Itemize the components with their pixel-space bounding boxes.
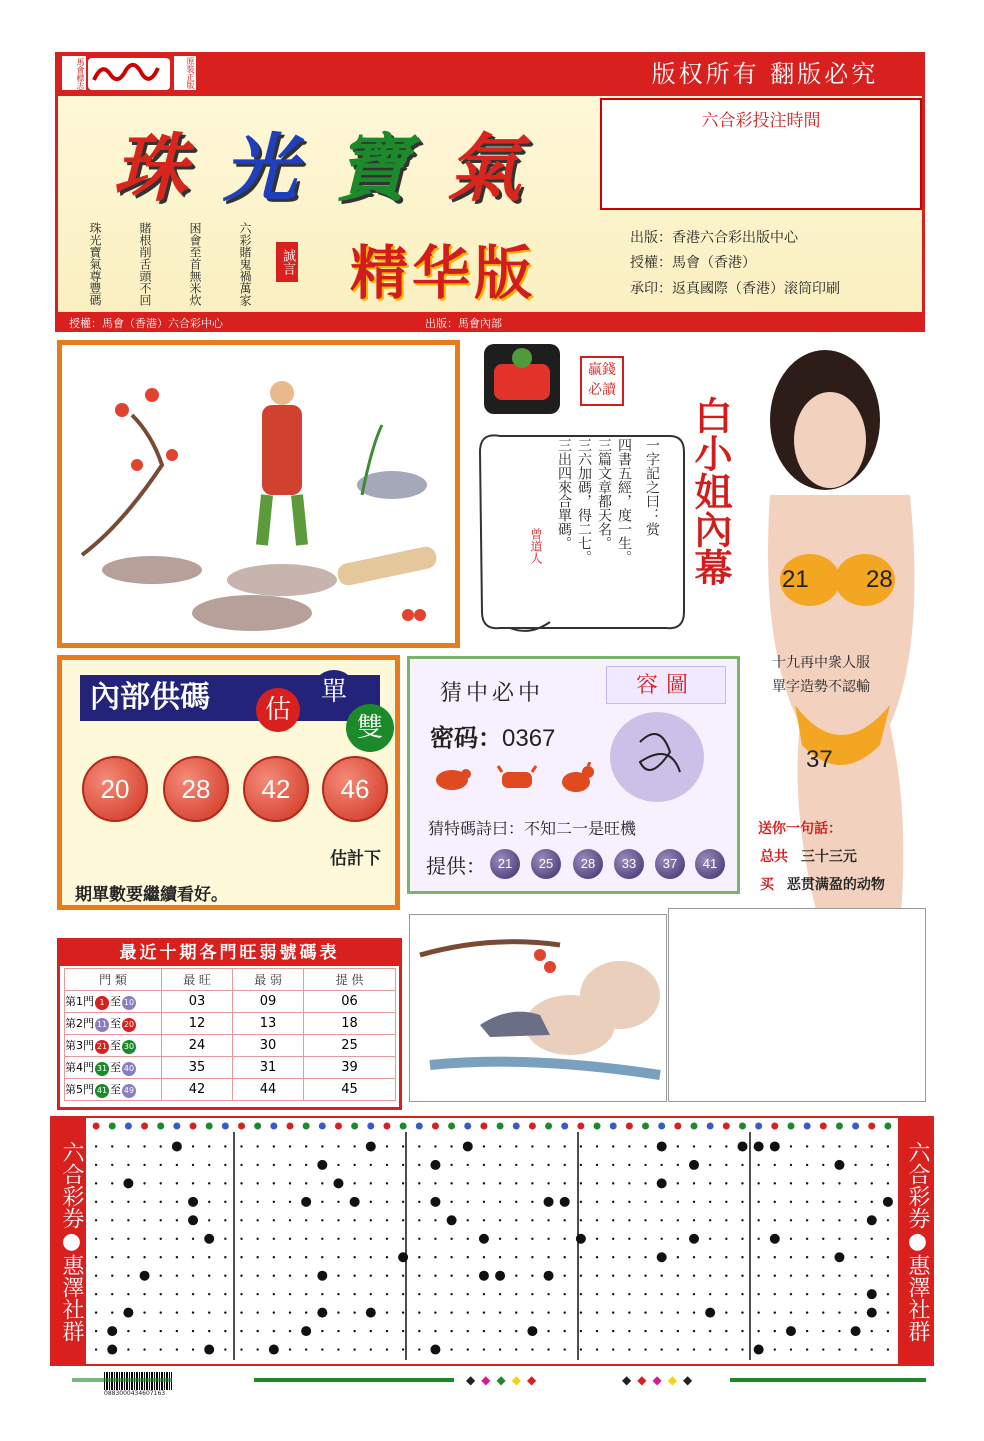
buy-line — [760, 874, 940, 894]
model-caption-1: 十九再中衆人服 — [772, 655, 870, 671]
gate-cell — [65, 1035, 162, 1057]
range-to-word: 至 — [110, 1017, 121, 1030]
supply-note: 期單數要繼續看好。 — [75, 885, 228, 905]
provide-ball-1: 21 — [490, 849, 520, 879]
provide-ball-3: 28 — [573, 849, 603, 879]
fist-icon — [484, 344, 560, 414]
table-row — [65, 1035, 396, 1057]
publisher-line-3: 承印：返真國際（香港）滚筒印刷 — [630, 281, 840, 297]
buy-label: 买 — [760, 877, 774, 893]
logo-emblem — [88, 58, 170, 90]
stats-header-gate: 門 類 — [65, 969, 162, 991]
provide-ball-4: 33 — [614, 849, 644, 879]
edition-title: 精华版 — [350, 239, 537, 307]
stats-header-min: 最 弱 — [233, 969, 304, 991]
max-cell: 24 — [162, 1035, 233, 1057]
stats-header-max: 最 旺 — [162, 969, 233, 991]
min-cell: 13 — [233, 1013, 304, 1035]
max-cell: 03 — [162, 991, 233, 1013]
max-cell: 12 — [162, 1013, 233, 1035]
min-cell: 44 — [233, 1079, 304, 1101]
gate-cell — [65, 1013, 162, 1035]
motto-badge: 誠言 — [276, 242, 298, 282]
gate-cell — [65, 991, 162, 1013]
scroll-line-2: 四書五經，度一生。 — [616, 438, 632, 564]
model-number-c: 37 — [806, 746, 833, 773]
password-line — [430, 718, 630, 752]
poem-col-2: 賭根削舌頭不回 — [138, 222, 152, 306]
table-row — [65, 991, 396, 1013]
stats-header-offer: 提 供 — [304, 969, 396, 991]
total-label: 总共 — [760, 849, 788, 865]
right-white-box — [668, 908, 926, 1102]
range-from: 11 — [95, 1018, 109, 1032]
header-bottom-bar — [55, 312, 925, 332]
min-cell: 31 — [233, 1057, 304, 1079]
logo-badge: 馬會標志 — [62, 56, 86, 90]
poem-col-4: 六彩賭鬼禍萬家 — [238, 222, 252, 306]
rat-icon — [430, 762, 476, 794]
range-to: 10 — [122, 996, 136, 1010]
provide-ball-6: 41 — [695, 849, 725, 879]
publisher-info — [630, 226, 920, 306]
stats-table — [64, 968, 396, 1101]
total-value: 三十三元 — [800, 849, 857, 865]
poem-block — [88, 222, 288, 308]
guess-title: 猜中必中 — [440, 681, 545, 706]
range-to-word: 至 — [110, 1039, 121, 1052]
scroll-line-4: 三六加碼，得二七。 — [576, 438, 592, 564]
title-area — [85, 110, 545, 220]
scroll-line-5: 三出四來合單碼。 — [556, 438, 572, 550]
win-money-badge: 贏錢必讀 — [580, 356, 624, 406]
model-caption-2: 單字造勢不認輸 — [772, 679, 870, 695]
provide-ball-2: 25 — [531, 849, 561, 879]
range-to: 49 — [122, 1084, 136, 1098]
range-to-word: 至 — [110, 1061, 121, 1074]
supply-ball-4: 46 — [322, 756, 388, 822]
range-to-word: 至 — [110, 1083, 121, 1096]
gate-cell — [65, 1057, 162, 1079]
grid-left-label: 六合彩券●惠澤社群 — [52, 1118, 86, 1364]
range-to: 20 — [122, 1018, 136, 1032]
password-value: 0367 — [502, 725, 556, 752]
range-from: 31 — [95, 1062, 109, 1076]
gate-label: 第3門 — [65, 1039, 94, 1052]
publisher-line-1: 出版：香港六合彩出版中心 — [630, 230, 798, 246]
footer-line-mid — [254, 1378, 454, 1382]
title-char-1: 珠 — [113, 126, 187, 212]
publisher-text: 出版：馬會內部 — [425, 317, 502, 330]
footer-diamonds: ◆◆◆◆◆ ◆◆◆◆◆ — [466, 1373, 699, 1387]
min-cell: 09 — [233, 991, 304, 1013]
offer-cell: 18 — [304, 1013, 396, 1035]
range-from: 21 — [95, 1040, 109, 1054]
model-photo — [740, 345, 940, 925]
guess-badge: 容圖 — [606, 666, 726, 704]
quote-label: 送你一句話： — [758, 821, 842, 837]
title-char-3: 寶 — [335, 126, 409, 212]
footer-line-right — [730, 1378, 926, 1382]
range-to: 40 — [122, 1062, 136, 1076]
provide-ball-5: 37 — [655, 849, 685, 879]
model-number-a: 21 — [782, 566, 809, 593]
title-char-4: 氣 — [447, 126, 521, 212]
gate-cell — [65, 1079, 162, 1101]
scroll-line-3: 三篇文章都天名。 — [596, 438, 612, 550]
provide-label: 提供： — [426, 854, 486, 878]
offer-cell: 25 — [304, 1035, 396, 1057]
authorization-text: 授權：馬會（香港）六合彩中心 — [69, 317, 223, 330]
range-to: 30 — [122, 1040, 136, 1054]
min-cell: 30 — [233, 1035, 304, 1057]
supply-ball-1: 20 — [82, 756, 148, 822]
supply-title: 內部供碼 — [80, 675, 380, 721]
dot-grid — [88, 1120, 896, 1364]
offer-cell: 45 — [304, 1079, 396, 1101]
max-cell: 35 — [162, 1057, 233, 1079]
offer-cell: 39 — [304, 1057, 396, 1079]
range-from: 1 — [95, 996, 109, 1010]
supply-ball-3: 42 — [243, 756, 309, 822]
gate-label: 第2門 — [65, 1017, 94, 1030]
title-char-2: 光 — [223, 126, 297, 212]
offer-cell: 06 — [304, 991, 396, 1013]
range-to-word: 至 — [110, 995, 121, 1008]
guess-poem: 猜特碼詩曰：不知二一是旺機 — [428, 819, 637, 838]
barcode-number: 0883000434607163 — [104, 1390, 166, 1397]
publisher-line-2: 授權：馬會（香港） — [630, 255, 756, 271]
tag-single: 單 — [312, 670, 356, 714]
rooster-icon — [556, 762, 598, 796]
info-title: 六合彩投注時間 — [701, 111, 821, 131]
illustration-panel — [57, 340, 460, 648]
estimate-label: 估計下 — [330, 849, 381, 869]
poem-col-3: 困會至首無米炊 — [188, 222, 202, 306]
model-title: 白小姐內幕 — [688, 396, 733, 586]
guess-circle-image — [610, 712, 704, 802]
table-row — [65, 1013, 396, 1035]
tag-guess: 估 — [256, 688, 300, 732]
grid-right-label: 六合彩券●惠澤社群 — [898, 1118, 932, 1364]
gate-label: 第5門 — [65, 1083, 94, 1096]
max-cell: 42 — [162, 1079, 233, 1101]
range-from: 41 — [95, 1084, 109, 1098]
gate-label: 第4門 — [65, 1061, 94, 1074]
table-row — [65, 1079, 396, 1101]
stats-title: 最近十期各門旺弱號碼表 — [60, 940, 399, 966]
password-label: 密码： — [430, 723, 502, 752]
model-number-b: 28 — [866, 566, 893, 593]
poem-col-1: 珠光寶氣尊豐碼 — [88, 222, 102, 306]
copyright-notice: 版权所有 翻版必究 — [651, 60, 879, 88]
table-row — [65, 1057, 396, 1079]
man-walking-illustration — [62, 345, 455, 643]
ox-icon — [496, 764, 538, 794]
buy-value: 恶贯满盈的动物 — [786, 877, 885, 893]
scroll-line-1: 一字記之曰：赏 — [644, 438, 660, 536]
scroll-signature: 曾道人 — [529, 528, 543, 564]
total-line — [760, 846, 920, 866]
scroll-text — [520, 438, 660, 598]
gate-label: 第1門 — [65, 995, 94, 1008]
footer-line-left — [72, 1378, 172, 1382]
tag-double: 雙 — [346, 704, 394, 752]
logo-badge-right: 原裝正版 — [174, 56, 196, 90]
supply-ball-2: 28 — [163, 756, 229, 822]
fox-illustration — [409, 914, 667, 1102]
